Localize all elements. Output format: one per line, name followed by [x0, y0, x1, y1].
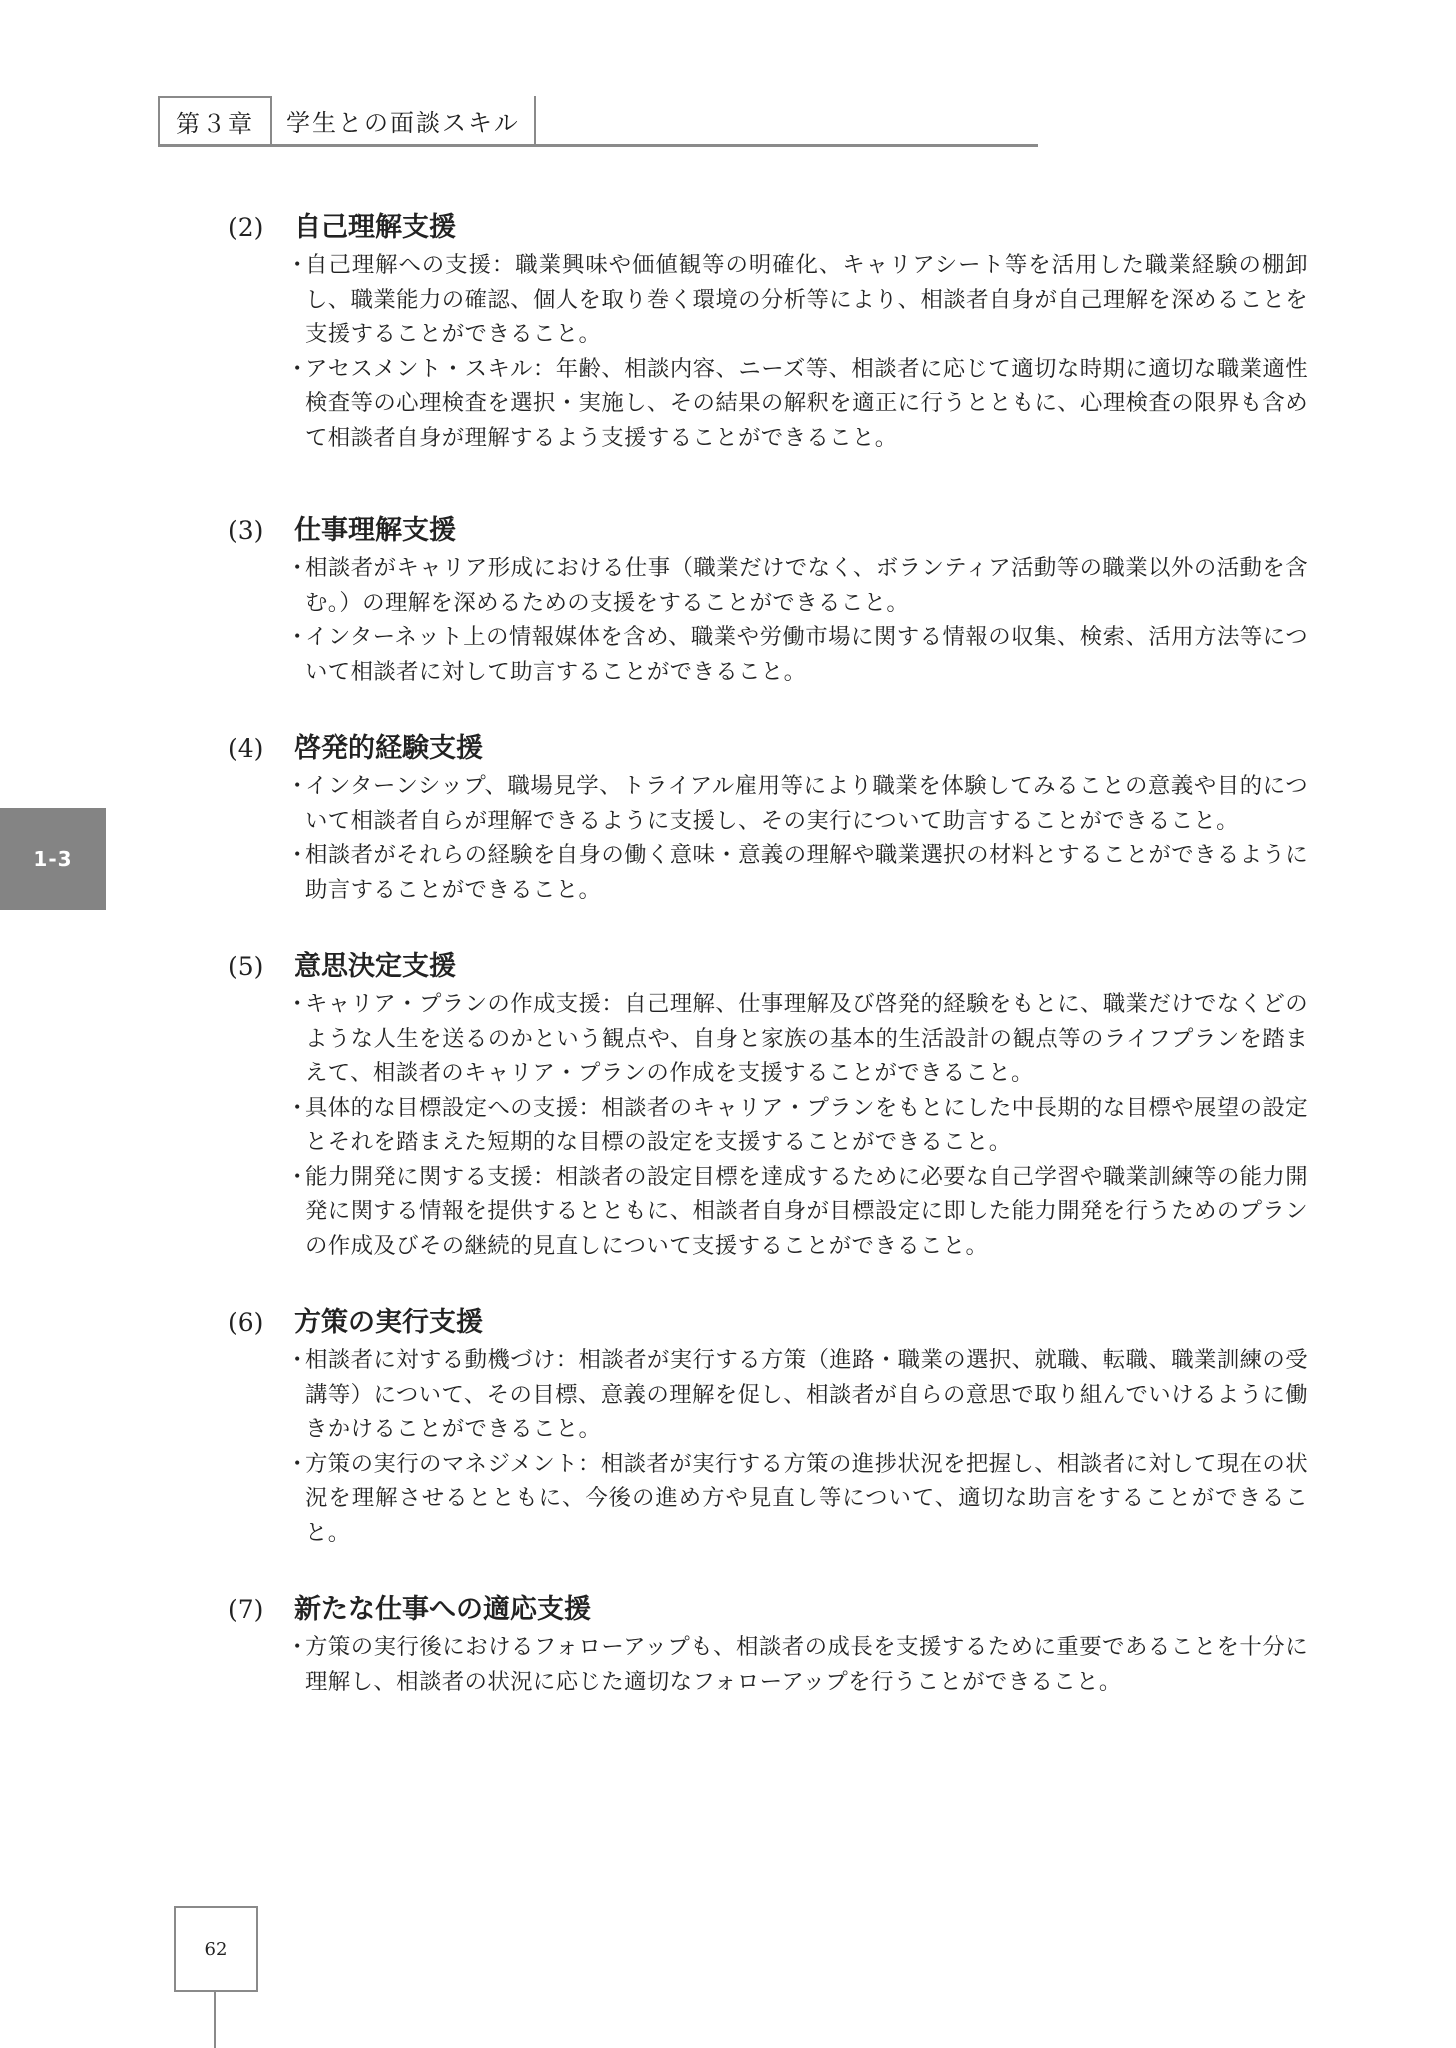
section-heading	[228, 729, 1308, 769]
list-item	[228, 1091, 1308, 1160]
side-tab: 1-3	[0, 808, 106, 910]
page-number: 62	[174, 1906, 258, 1992]
section-heading	[228, 208, 1308, 248]
section-self-understanding	[228, 208, 1308, 455]
bullet: ・	[286, 1163, 309, 1190]
item-text: インターンシップ、職場見学、トライアル雇用等により職業を体験してみることの意義や目的について相談者自らが理解できるように支援し、その実行について助言することができること。	[305, 773, 1308, 834]
bullet: ・	[286, 555, 309, 581]
item-text: 方策の実行のマネジメント：相談者が実行する方策の進捗状況を把握し、相談者に対して現在の状況を理解させるとともに、今後の進め方や見直し等について、適切な助言をすることができること。	[305, 1450, 1308, 1546]
list-item	[228, 352, 1308, 456]
item-text: 方策の実行後におけるフォローアップも、相談者の成長を支援するために重要であることを十分に理解し、相談者の状況に応じた適切なフォローアップを行うことができること。	[305, 1634, 1308, 1695]
chapter-rule	[158, 144, 1038, 147]
section-heading	[228, 1590, 1308, 1630]
item-text: キャリア・プランの作成支援：自己理解、仕事理解及び啓発的経験をもとに、職業だけでなくどのような人生を送るのかという観点や、自身と家族の基本的生活設計の観点等のライフプランを踏まえて、相談者のキャリア・プランの作成を支援することができること。	[305, 991, 1308, 1086]
list-item	[228, 620, 1308, 689]
list-item	[228, 248, 1308, 352]
section-title: 方策の実行支援	[294, 1307, 483, 1338]
item-text: インターネット上の情報媒体を含め、職業や労働市場に関する情報の収集、検索、活用方法等について相談者に対して助言することができること。	[305, 624, 1308, 685]
section-number: (6)	[228, 1308, 264, 1337]
item-text: 具体的な目標設定への支援：相談者のキャリア・プランをもとにした中長期的な目標や展望の設定とそれを踏まえた短期的な目標の設定を支援することができること。	[305, 1094, 1308, 1155]
bullet: ・	[286, 355, 309, 382]
item-text: 相談者に対する動機づけ：相談者が実行する方策（進路・職業の選択、就職、転職、職業訓練の受講等）について、その目標、意義の理解を促し、相談者が自らの意思で取り組んでいけるように働きかけることができること。	[305, 1347, 1309, 1442]
bullet: ・	[286, 1094, 309, 1121]
item-list	[228, 1343, 1308, 1550]
list-item	[228, 551, 1308, 620]
section-title: 意思決定支援	[294, 951, 456, 982]
list-item	[228, 987, 1308, 1091]
section-experiential	[228, 729, 1308, 907]
list-item	[228, 1343, 1308, 1447]
chapter-label: 第３章	[158, 96, 272, 144]
item-list	[228, 248, 1308, 455]
list-item	[228, 1160, 1308, 1264]
section-heading	[228, 947, 1308, 987]
item-text: 自己理解への支援：職業興味や価値観等の明確化、キャリアシート等を活用した職業経験の棚卸し、職業能力の確認、個人を取り巻く環境の分析等により、相談者自身が自己理解を深めることを支援することができること。	[305, 252, 1308, 347]
section-execution	[228, 1303, 1308, 1550]
section-job-understanding	[228, 511, 1308, 689]
item-list	[228, 551, 1308, 689]
list-item	[228, 838, 1308, 907]
section-title: 自己理解支援	[294, 212, 456, 243]
item-text: 相談者がキャリア形成における仕事（職業だけでなく、ボランティア活動等の職業以外の活動を含む。）の理解を深めるための支援をすることができること。	[305, 555, 1308, 616]
bullet: ・	[286, 252, 309, 278]
bullet: ・	[286, 842, 309, 868]
item-text: 相談者がそれらの経験を自身の働く意味・意義の理解や職業選択の材料とすることができるように助言することができること。	[305, 842, 1308, 903]
list-item	[228, 769, 1308, 838]
item-list	[228, 987, 1308, 1263]
list-item	[228, 1447, 1308, 1551]
section-title: 仕事理解支援	[294, 515, 456, 546]
section-number: (7)	[228, 1595, 264, 1624]
bullet: ・	[286, 1450, 309, 1477]
item-text: 能力開発に関する支援：相談者の設定目標を達成するために必要な自己学習や職業訓練等の能力開発に関する情報を提供するとともに、相談者自身が目標設定に即した能力開発を行うためのプランの作成及びその継続的見直しについて支援することができること。	[305, 1163, 1308, 1259]
bullet: ・	[286, 1347, 309, 1373]
item-list	[228, 769, 1308, 907]
page-number-line	[214, 1992, 216, 2048]
list-item	[228, 1630, 1308, 1699]
bullet: ・	[286, 1634, 309, 1660]
section-heading	[228, 511, 1308, 551]
section-number: (2)	[228, 213, 264, 242]
section-number: (4)	[228, 734, 264, 763]
section-heading	[228, 1303, 1308, 1343]
main-content	[228, 200, 1308, 1739]
section-number: (3)	[228, 516, 264, 545]
section-adaptation	[228, 1590, 1308, 1699]
chapter-header	[158, 96, 536, 144]
section-title: 新たな仕事への適応支援	[294, 1594, 591, 1625]
section-decision-making	[228, 947, 1308, 1263]
bullet: ・	[286, 773, 309, 799]
bullet: ・	[286, 991, 309, 1017]
item-list	[228, 1630, 1308, 1699]
item-text: アセスメント・スキル：年齢、相談内容、ニーズ等、相談者に応じて適切な時期に適切な職業適性検査等の心理検査を選択・実施し、その結果の解釈を適正に行うとともに、心理検査の限界も含めて相談者自身が理解するよう支援することができること。	[305, 355, 1308, 451]
bullet: ・	[286, 624, 309, 650]
chapter-title: 学生との面談スキル	[272, 96, 536, 144]
section-number: (5)	[228, 952, 264, 981]
section-title: 啓発的経験支援	[294, 733, 483, 764]
